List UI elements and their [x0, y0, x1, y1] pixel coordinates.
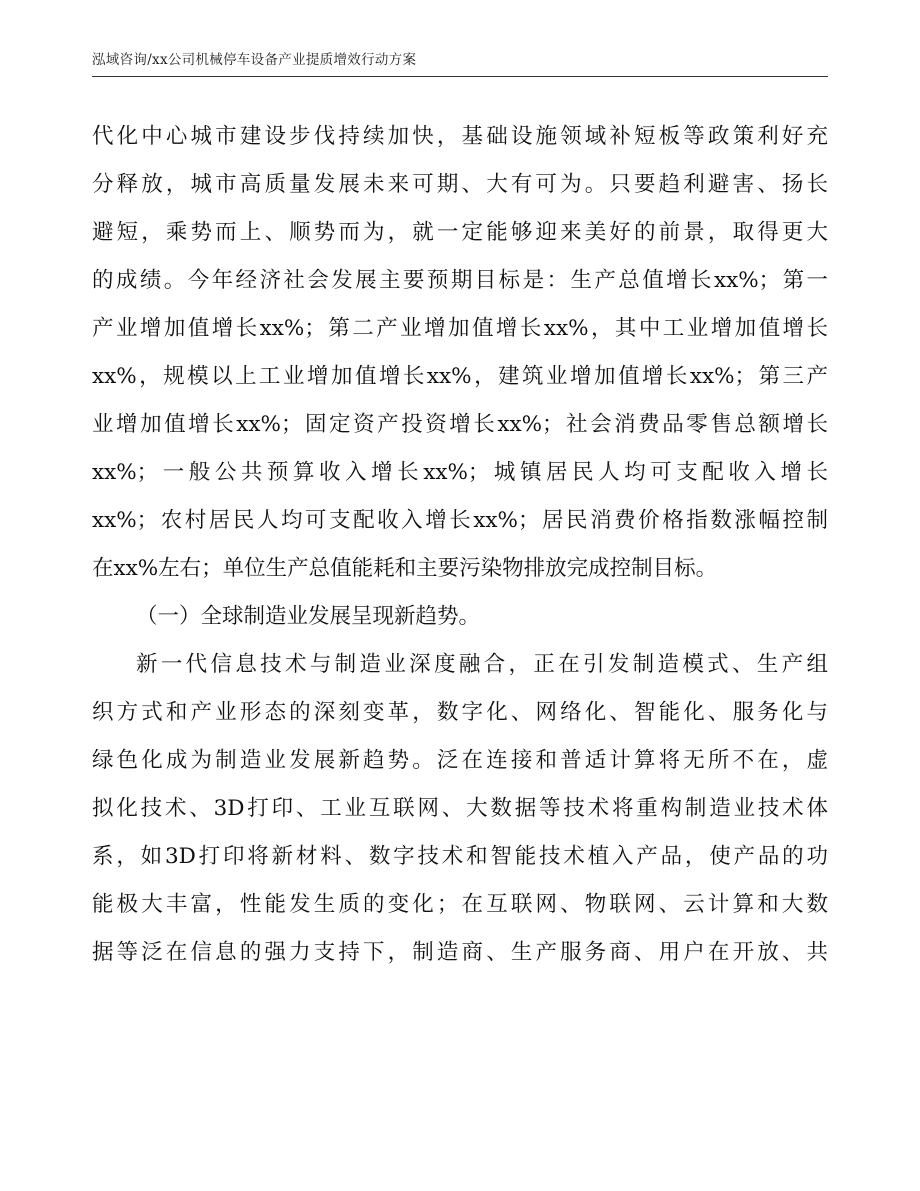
text-line: xx%；一般公共预算收入增长xx%；城镇居民人均可支配收入增长	[92, 460, 828, 485]
paragraph-1	[92, 113, 828, 593]
text-line: xx%；农村居民人均可支配收入增长xx%；居民消费价格指数涨幅控制	[92, 508, 828, 533]
text-line: 代化中心城市建设步伐持续加快，基础设施领域补短板等政策利好充	[92, 124, 828, 149]
text-line: 能极大丰富，性能发生质的变化；在互联网、物联网、云计算和大数	[92, 892, 828, 917]
text-line: 避短，乘势而上、顺势而为，就一定能够迎来美好的前景，取得更大	[92, 220, 828, 245]
text-line: 织方式和产业形态的深刻变革，数字化、网络化、智能化、服务化与	[92, 700, 828, 725]
text-line: 在xx%左右；单位生产总值能耗和主要污染物排放完成控制目标。	[92, 556, 718, 581]
running-header: 泓域咨询/xx公司机械停车设备产业提质增效行动方案	[92, 52, 417, 68]
text-line: 分释放，城市高质量发展未来可期、大有可为。只要趋利避害、扬长	[92, 172, 828, 197]
text-line: 产业增加值增长xx%；第二产业增加值增长xx%，其中工业增加值增长	[92, 316, 828, 341]
text-line: xx%，规模以上工业增加值增长xx%，建筑业增加值增长xx%；第三产	[92, 364, 828, 389]
text-line: 业增加值增长xx%；固定资产投资增长xx%；社会消费品零售总额增长	[92, 412, 828, 437]
text-line: 系，如3D打印将新材料、数字技术和智能技术植入产品，使产品的功	[92, 844, 828, 869]
paragraph-2	[92, 641, 828, 977]
text-line: 拟化技术、3D打印、工业互联网、大数据等技术将重构制造业技术体	[92, 796, 828, 821]
text-line: 绿色化成为制造业发展新趋势。泛在连接和普适计算将无所不在，虚	[92, 748, 828, 773]
text-line: 新一代信息技术与制造业深度融合，正在引发制造模式、生产组	[136, 652, 828, 677]
text-line: 据等泛在信息的强力支持下，制造商、生产服务商、用户在开放、共	[92, 940, 828, 965]
header-rule	[92, 76, 828, 77]
text-line: 的成绩。今年经济社会发展主要预期目标是：生产总值增长xx%；第一	[92, 268, 828, 293]
body-text	[92, 113, 828, 977]
section-heading: （一）全球制造业发展呈现新趋势。	[136, 604, 481, 629]
